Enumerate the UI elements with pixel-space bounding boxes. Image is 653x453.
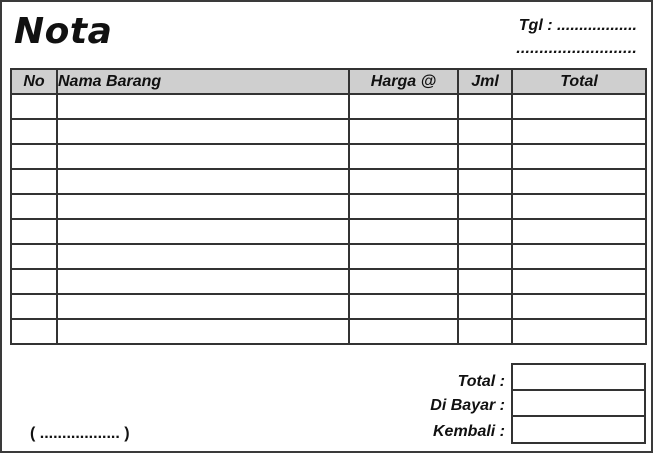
row-total-cell[interactable]: [512, 194, 646, 219]
row-no-cell[interactable]: [11, 294, 57, 319]
items-table: [10, 68, 647, 345]
row-quantity-cell[interactable]: [458, 94, 512, 119]
table-row: [11, 94, 646, 119]
row-unit-price-cell[interactable]: [349, 244, 458, 269]
row-quantity-cell[interactable]: [458, 194, 512, 219]
row-total-cell[interactable]: [512, 319, 646, 344]
row-total-cell[interactable]: [512, 294, 646, 319]
signature-line[interactable]: ( .................. ): [30, 425, 130, 442]
row-quantity-cell[interactable]: [458, 294, 512, 319]
row-quantity-cell[interactable]: [458, 169, 512, 194]
row-total-cell[interactable]: [512, 94, 646, 119]
table-row: [11, 144, 646, 169]
change-label: Kembali :: [432, 423, 505, 440]
header-quantity: Jml: [458, 69, 512, 94]
paid-amount-field[interactable]: [511, 389, 646, 417]
header-no: No: [11, 69, 57, 94]
row-unit-price-cell[interactable]: [349, 319, 458, 344]
row-no-cell[interactable]: [11, 94, 57, 119]
row-unit-price-cell[interactable]: [349, 169, 458, 194]
row-no-cell[interactable]: [11, 269, 57, 294]
row-item-name-cell[interactable]: [57, 244, 349, 269]
row-no-cell[interactable]: [11, 194, 57, 219]
row-item-name-cell[interactable]: [57, 144, 349, 169]
table-row: [11, 269, 646, 294]
total-amount-field[interactable]: [511, 363, 646, 391]
table-row: [11, 219, 646, 244]
row-unit-price-cell[interactable]: [349, 194, 458, 219]
row-unit-price-cell[interactable]: [349, 144, 458, 169]
table-row: [11, 294, 646, 319]
table-row: [11, 169, 646, 194]
row-item-name-cell[interactable]: [57, 269, 349, 294]
row-total-cell[interactable]: [512, 219, 646, 244]
table-row: [11, 119, 646, 144]
row-total-cell[interactable]: [512, 244, 646, 269]
row-item-name-cell[interactable]: [57, 169, 349, 194]
header-unit-price: Harga @: [349, 69, 458, 94]
date-field-second-line[interactable]: ..........................: [516, 40, 637, 57]
table-row: [11, 244, 646, 269]
row-item-name-cell[interactable]: [57, 219, 349, 244]
row-unit-price-cell[interactable]: [349, 94, 458, 119]
row-no-cell[interactable]: [11, 244, 57, 269]
row-quantity-cell[interactable]: [458, 319, 512, 344]
row-total-cell[interactable]: [512, 119, 646, 144]
row-no-cell[interactable]: [11, 144, 57, 169]
header-item-name: Nama Barang: [57, 69, 349, 94]
row-no-cell[interactable]: [11, 169, 57, 194]
header-total: Total: [512, 69, 646, 94]
receipt-title: Nota: [14, 11, 113, 52]
row-item-name-cell[interactable]: [57, 294, 349, 319]
date-field[interactable]: Tgl : ..................: [518, 17, 637, 34]
row-unit-price-cell[interactable]: [349, 294, 458, 319]
row-item-name-cell[interactable]: [57, 319, 349, 344]
row-total-cell[interactable]: [512, 269, 646, 294]
table-row: [11, 319, 646, 344]
row-unit-price-cell[interactable]: [349, 119, 458, 144]
paid-label: Di Bayar :: [430, 397, 505, 414]
row-quantity-cell[interactable]: [458, 219, 512, 244]
row-unit-price-cell[interactable]: [349, 269, 458, 294]
row-no-cell[interactable]: [11, 319, 57, 344]
row-item-name-cell[interactable]: [57, 94, 349, 119]
row-no-cell[interactable]: [11, 119, 57, 144]
row-quantity-cell[interactable]: [458, 119, 512, 144]
total-label: Total :: [457, 373, 505, 390]
row-item-name-cell[interactable]: [57, 119, 349, 144]
row-quantity-cell[interactable]: [458, 144, 512, 169]
row-no-cell[interactable]: [11, 219, 57, 244]
row-unit-price-cell[interactable]: [349, 219, 458, 244]
change-amount-field[interactable]: [511, 415, 646, 444]
table-header-row: [11, 69, 646, 94]
table-row: [11, 194, 646, 219]
row-total-cell[interactable]: [512, 144, 646, 169]
row-item-name-cell[interactable]: [57, 194, 349, 219]
row-total-cell[interactable]: [512, 169, 646, 194]
row-quantity-cell[interactable]: [458, 244, 512, 269]
row-quantity-cell[interactable]: [458, 269, 512, 294]
